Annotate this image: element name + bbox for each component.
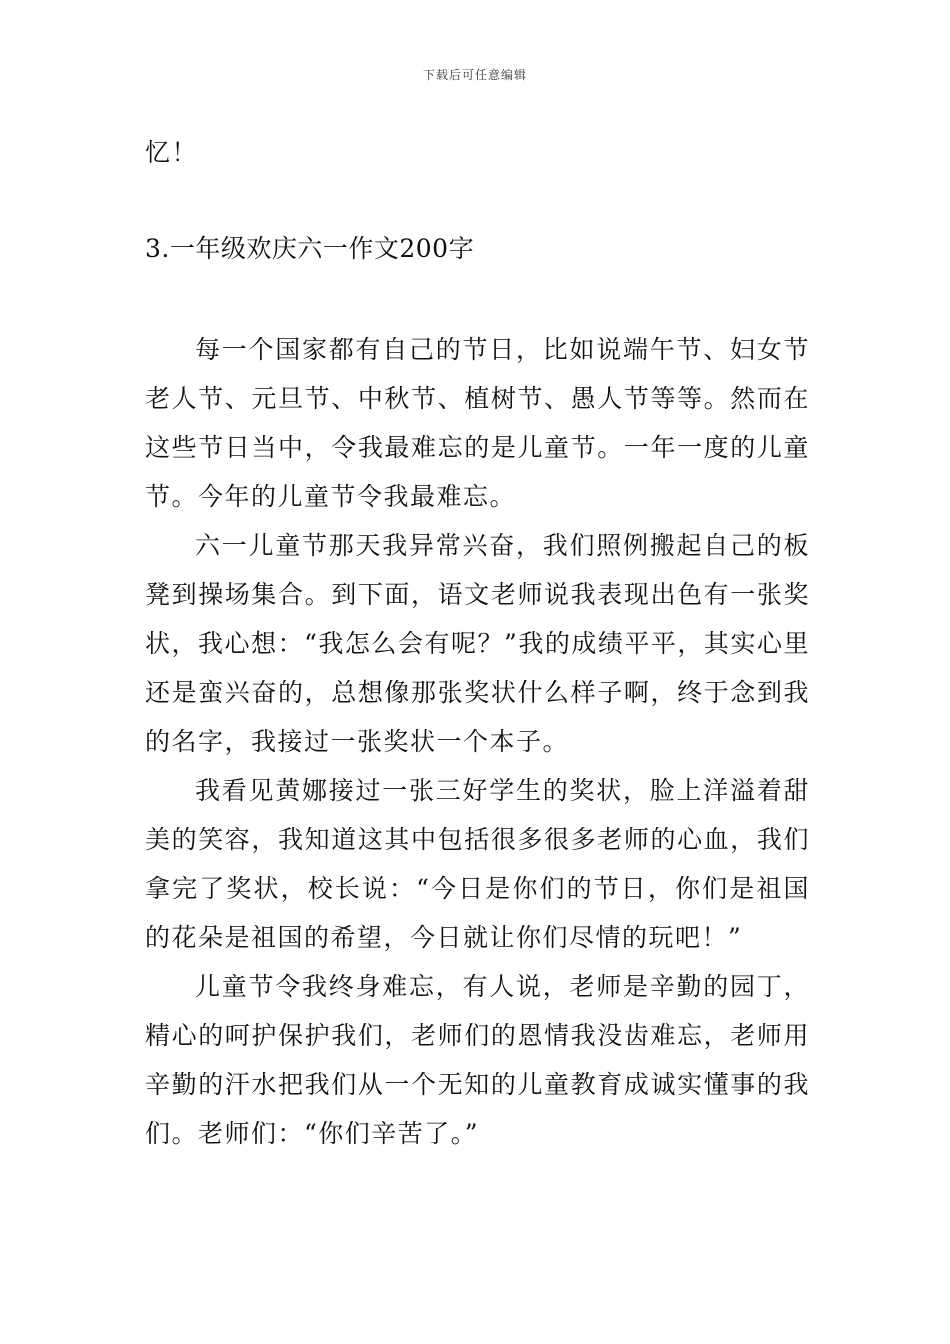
paragraph: 六一儿童节那天我异常兴奋，我们照例搬起自己的板凳到操场集合。到下面，语文老师说我表现出色有一张奖状，我心想：“我怎么会有呢？”我的成绩平平，其实心里还是蛮兴奋的，总想像那张奖状什么样子啊，终于念到我的名字，我接过一张奖状一个本子。 (145, 531, 810, 756)
paragraph: 我看见黄娜接过一张三好学生的奖状，脸上洋溢着甜美的笑容，我知道这其中包括很多很多老师的心血，我们拿完了奖状，校长说：“今日是你们的节日，你们是祖国的花朵是祖国的希望，今日就让你们尽情的玩吧！” (145, 776, 810, 952)
paragraph: 每一个国家都有自己的节日，比如说端午节、妇女节老人节、元旦节、中秋节、植树节、愚人节等等。然而在这些节日当中，令我最难忘的是儿童节。一年一度的儿童节。今年的儿童节令我最难忘。 (145, 335, 810, 511)
header-note: 下载后可任意编辑 (422, 68, 527, 82)
essay-body (145, 325, 810, 1158)
paragraph: 儿童节令我终身难忘，有人说，老师是辛勤的园丁，精心的呵护保护我们，老师们的恩情我没齿难忘，老师用辛勤的汗水把我们从一个无知的儿童教育成诚实懂事的我们。老师们：“你们辛苦了。” (145, 972, 810, 1148)
section-heading: 3.一年级欢庆六一作文200字 (145, 234, 475, 263)
continuation-text: 忆！ (145, 138, 199, 167)
